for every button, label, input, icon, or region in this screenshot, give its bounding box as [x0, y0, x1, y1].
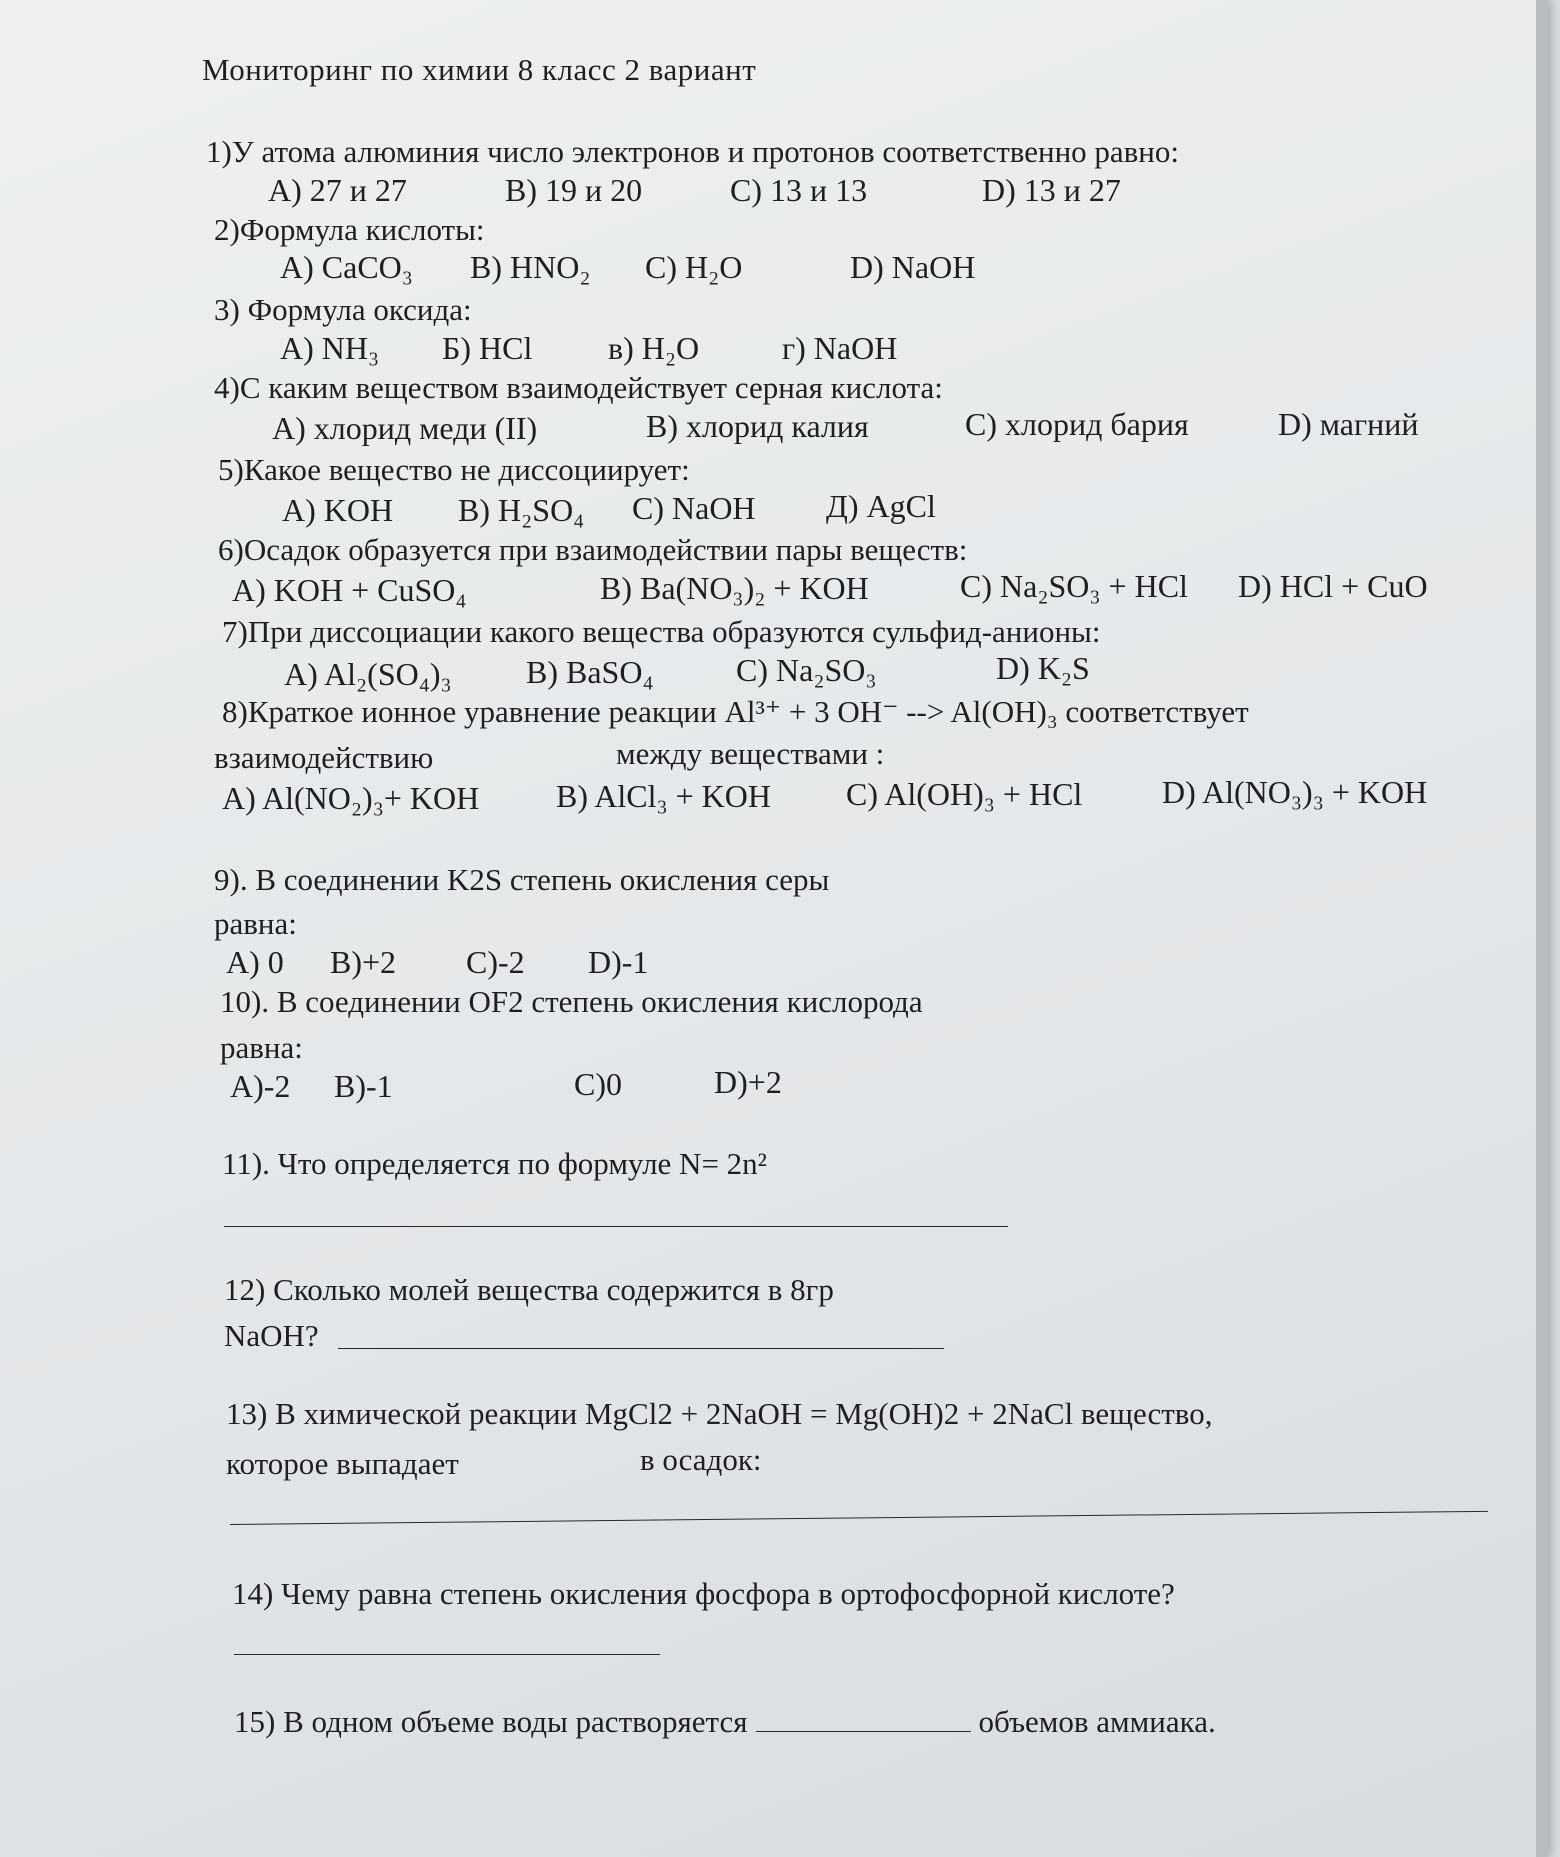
q5-option-d: Д) AgCl: [826, 488, 936, 524]
page-title: Мониторинг по химии 8 класс 2 вариант: [202, 52, 757, 87]
q3-option-c: в) H₂O: [608, 330, 700, 366]
question-15: [234, 1704, 1216, 1740]
q8-option-c: C) Al(OH)₃ + HCl: [846, 776, 1083, 812]
question-9-line-2: равна:: [214, 906, 297, 941]
q6-option-d: D) HCl + CuO: [1238, 568, 1428, 604]
q11-answer-line[interactable]: [224, 1226, 1008, 1227]
q1-option-d: D) 13 и 27: [982, 172, 1121, 208]
question-6: 6)Осадок образуется при взаимодействии пары веществ:: [218, 532, 968, 567]
question-13-line-2a: которое выпадает: [226, 1446, 459, 1481]
q7-option-c: C) Na₂SO₃: [736, 652, 877, 688]
q14-answer-line[interactable]: [234, 1654, 660, 1655]
q10-option-a: A)-2: [230, 1068, 291, 1104]
q2-option-b: B) HNO₂: [470, 249, 591, 285]
q9-option-b: B)+2: [330, 944, 397, 980]
q8-option-d: D) Al(NO₃)₃ + KOH: [1162, 774, 1428, 810]
q9-option-c: C)-2: [466, 944, 525, 980]
q5-option-b: B) H₂SO₄: [458, 492, 585, 528]
q10-option-b: B)-1: [334, 1068, 393, 1104]
question-13-line-1: 13) В химической реакции MgCl2 + 2NaOH = Mg(OH)2 + 2NaCl вещество,: [226, 1396, 1213, 1431]
q3-option-d: г) NaOH: [782, 330, 898, 366]
question-1: 1)У атома алюминия число электронов и протонов соответственно равно:: [206, 134, 1180, 169]
q4-option-d: D) магний: [1278, 406, 1419, 442]
q1-option-c: C) 13 и 13: [730, 172, 868, 208]
q10-option-d: D)+2: [714, 1064, 782, 1100]
q6-option-b: B) Ba(NO₃)₂ + KOH: [600, 570, 869, 606]
question-13-line-2b: в осадок:: [640, 1442, 762, 1477]
q2-option-d: D) NaOH: [850, 249, 976, 285]
q5-option-c: C) NaOH: [632, 490, 756, 526]
q2-option-c: C) H₂O: [645, 249, 743, 285]
q8-option-b: B) AlCl₃ + KOH: [556, 778, 771, 814]
q3-option-b: Б) HCl: [442, 330, 533, 366]
question-14: 14) Чему равна степень окисления фосфора в ортофосфорной кислоте?: [232, 1576, 1175, 1611]
q6-option-a: A) KOH + CuSO₄: [232, 572, 467, 608]
q15-text-end: объемов аммиака.: [978, 1704, 1216, 1739]
q7-option-a: A) Al₂(SO₄)₃: [284, 656, 452, 692]
q15-text-start: 15) В одном объеме воды растворяется: [234, 1704, 748, 1739]
question-11: 11). Что определяется по формуле N= 2n²: [222, 1146, 767, 1181]
question-3: 3) Формула оксида:: [214, 292, 472, 327]
question-2: 2)Формула кислоты:: [214, 212, 485, 247]
q1-option-b: B) 19 и 20: [505, 172, 643, 208]
q4-option-b: B) хлорид калия: [646, 408, 869, 444]
question-7: 7)При диссоциации какого вещества образуются сульфид-анионы:: [222, 614, 1101, 649]
question-12-line-1: 12) Сколько молей вещества содержится в 8гр: [224, 1272, 834, 1307]
question-10-line-2: равна:: [220, 1030, 303, 1065]
q3-option-a: A) NH₃: [280, 330, 380, 366]
q6-option-c: C) Na₂SO₃ + HCl: [960, 568, 1188, 604]
q7-option-d: D) K₂S: [996, 650, 1090, 686]
q2-option-a: A) CaCO₃: [280, 249, 413, 285]
question-8-line-2b: между веществами :: [616, 736, 885, 771]
q4-option-a: A) хлорид меди (II): [272, 410, 538, 446]
q12-answer-line[interactable]: [338, 1348, 944, 1349]
q15-answer-blank[interactable]: [756, 1731, 971, 1732]
question-8-line-1: 8)Краткое ионное уравнение реакции Al³⁺ + 3 OH⁻ --> Al(OH)₃ соответствует: [222, 694, 1249, 729]
question-10-line-1: 10). В соединении OF2 степень окисления кислорода: [220, 984, 923, 1019]
q7-option-b: B) BaSO₄: [526, 654, 654, 690]
question-9-line-1: 9). В соединении K2S степень окисления серы: [214, 862, 830, 897]
q8-option-a: A) Al(NO₂)₃+ KOH: [222, 780, 480, 816]
q13-answer-line[interactable]: [230, 1511, 1488, 1525]
q1-option-a: A) 27 и 27: [268, 172, 407, 208]
question-5: 5)Какое вещество не диссоциирует:: [218, 452, 690, 487]
q9-option-d: D)-1: [588, 944, 649, 980]
page-edge: [1536, 0, 1548, 1857]
q5-option-a: A) KOH: [282, 492, 394, 528]
q10-option-c: C)0: [574, 1066, 622, 1102]
question-8-line-2a: взаимодействию: [214, 740, 434, 775]
question-4: 4)С каким веществом взаимодействует серная кислота:: [214, 370, 943, 405]
q4-option-c: C) хлорид бария: [965, 406, 1189, 442]
question-12-line-2: NaOH?: [224, 1318, 319, 1353]
q9-option-a: A) 0: [226, 944, 284, 980]
